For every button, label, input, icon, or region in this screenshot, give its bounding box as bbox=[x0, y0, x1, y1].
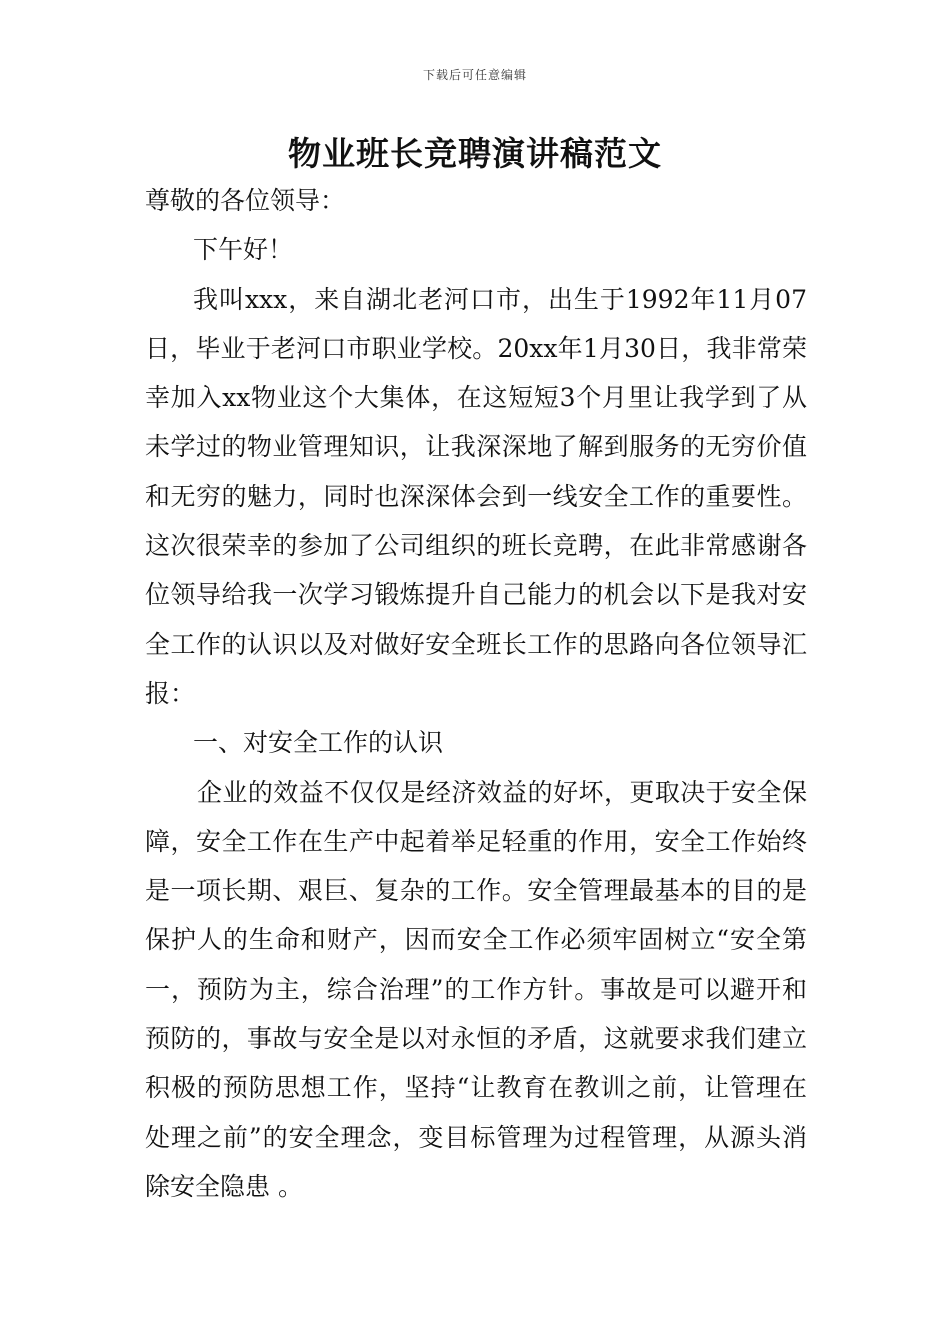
paragraph-intro: 我叫xxx，来自湖北老河口市，出生于1992年11月07日，毕业于老河口市职业学校。20xx年1月30日，我非常荣幸加入xx物业这个大集体，在这短短3个月里让我学到了从未学过的物业管理知识，让我深深地了解到服务的无穷价值和无穷的魅力，同时也深深体会到一线安全工作的重要性。这次很荣幸的参加了公司组织的班长竞聘，在此非常感谢各位领导给我一次学习锻炼提升自己能力的机会以下是我对安全工作的认识以及对做好安全班长工作的思路向各位领导汇报： bbox=[145, 284, 807, 708]
document-title: 物业班长竞聘演讲稿范文 bbox=[288, 134, 662, 173]
section-heading: 一、对安全工作的认识 bbox=[193, 728, 444, 758]
greeting: 下午好！ bbox=[193, 235, 294, 265]
document-body bbox=[145, 176, 807, 1211]
paragraph-safety-awareness: 企业的效益不仅仅是经济效益的好坏，更取决于安全保障，安全工作在生产中起着举足轻重的作用，安全工作始终是一项长期、艰巨、复杂的工作。安全管理最基本的目的是保护人的生命和财产，因而安全工作必须牢固树立“安全第一，预防为主，综合治理”的工作方针。事故是可以避开和预防的，事故与安全是以对永恒的矛盾，这就要求我们建立积极的预防思想工作，坚持“让教育在教训之前，让管理在处理之前”的安全理念，变目标管理为过程管理，从源头消除安全隐患 。 bbox=[145, 777, 807, 1201]
header-note: 下载后可任意编辑 bbox=[422, 68, 527, 82]
salutation: 尊敬的各位领导： bbox=[145, 186, 346, 215]
